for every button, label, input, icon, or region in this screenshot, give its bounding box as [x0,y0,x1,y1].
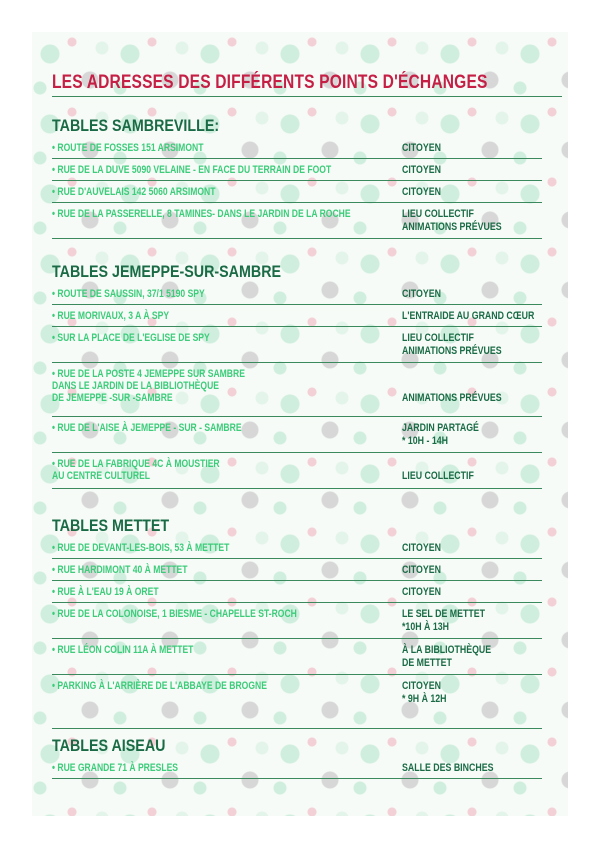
address-text: • SUR LA PLACE DE L'EGLISE DE SPY [52,332,210,344]
location-type: LE SEL DE METTET *10H À 13H [402,608,485,633]
address-text: • RUE DE LA FABRIQUE 4C À MOUSTIER AU CENTRE CULTUREL [52,458,220,482]
title-divider [52,96,562,97]
address-text: • RUE DE L'AISE À JEMEPPE - SUR - SAMBRE [52,422,242,434]
row-divider [52,558,542,559]
location-type: CITOYEN [402,142,441,154]
row-divider [52,488,542,489]
address-row [52,458,542,494]
location-type: À LA BIBLIOTHÈQUE DE METTET [402,644,492,669]
address-text: • RUE HARDIMONT 40 À METTET [52,564,188,576]
row-divider [52,602,542,603]
row-divider [52,158,542,159]
row-divider [52,638,542,639]
row-divider [52,238,542,239]
location-type: CITOYEN [402,542,441,554]
address-row [52,142,542,164]
address-text: • ROUTE DE FOSSES 151 ARSIMONT [52,142,204,154]
location-type: CITOYEN [402,186,441,198]
address-row [52,586,542,608]
row-divider [52,580,542,581]
address-row [52,208,542,244]
section-title: TABLES METTET [52,516,170,535]
location-type: LIEU COLLECTIF ANIMATIONS PRÉVUES [402,208,502,233]
location-type: CITOYEN [402,288,441,300]
address-row [52,762,542,784]
address-text: • ROUTE DE SAUSSIN, 37/1 5190 SPY [52,288,205,300]
address-text: • RUE DE LA PASSERELLE, 8 TAMINES- DANS LE JARDIN DE LA ROCHE [52,208,351,220]
row-divider [52,674,542,675]
address-row [52,542,542,564]
address-row [52,186,542,208]
address-row [52,332,542,368]
location-type: CITOYEN [402,586,441,598]
address-text: • RUE DE DEVANT-LES-BOIS, 53 À METTET [52,542,230,554]
location-type: CITOYEN [402,164,441,176]
page-title: LES ADRESSES DES DIFFÉRENTS POINTS D'ÉCHANGES [52,72,488,93]
row-divider [52,452,542,453]
poster [32,32,568,816]
address-text: • PARKING À L'ARRIÈRE DE L'ABBAYE DE BROGNE [52,680,267,692]
location-type: ANIMATIONS PRÉVUES [402,392,502,404]
row-divider [52,778,542,779]
address-text: • RUE D'AUVELAIS 142 5060 ARSIMONT [52,186,216,198]
address-row [52,310,542,332]
address-text: • RUE DE LA POSTE 4 JEMEPPE SUR SAMBRE DANS LE JARDIN DE LA BIBLIOTHÈQUE DE JEMEPPE -SUR -SAMBRE [52,368,245,404]
address-row [52,564,542,586]
address-row [52,164,542,186]
address-text: • RUE DE LA COLONOISE, 1 BIESME - CHAPELLE ST-ROCH [52,608,297,620]
address-text: • RUE LÉON COLIN 11A À METTET [52,644,194,656]
location-type: L'ENTRAIDE AU GRAND CŒUR [402,310,535,322]
row-divider [52,362,542,363]
row-divider [52,728,542,729]
location-type: SALLE DES BINCHES [402,762,494,774]
address-row [52,608,542,644]
location-type: LIEU COLLECTIF [402,470,474,482]
address-text: • RUE À L'EAU 19 À ORET [52,586,159,598]
section-title: TABLES JEMEPPE-SUR-SAMBRE [52,262,282,281]
row-divider [52,180,542,181]
section-title: TABLES SAMBREVILLE: [52,116,220,135]
address-text: • RUE GRANDE 71 À PRESLES [52,762,179,774]
address-row [52,422,542,458]
address-text: • RUE DE LA DUVE 5090 VELAINE - EN FACE DU TERRAIN DE FOOT [52,164,332,176]
section-title: TABLES AISEAU [52,736,166,755]
row-divider [52,304,542,305]
address-text: • RUE MORIVAUX, 3 A À SPY [52,310,170,322]
address-row [52,644,542,680]
address-row [52,368,542,422]
row-divider [52,202,542,203]
address-row [52,680,542,734]
address-row [52,288,542,310]
location-type: JARDIN PARTAGÉ * 10H - 14H [402,422,479,447]
location-type: LIEU COLLECTIF ANIMATIONS PRÉVUES [402,332,502,357]
location-type: CITOYEN * 9H À 12H [402,680,447,705]
row-divider [52,416,542,417]
location-type: CITOYEN [402,564,441,576]
row-divider [52,326,542,327]
